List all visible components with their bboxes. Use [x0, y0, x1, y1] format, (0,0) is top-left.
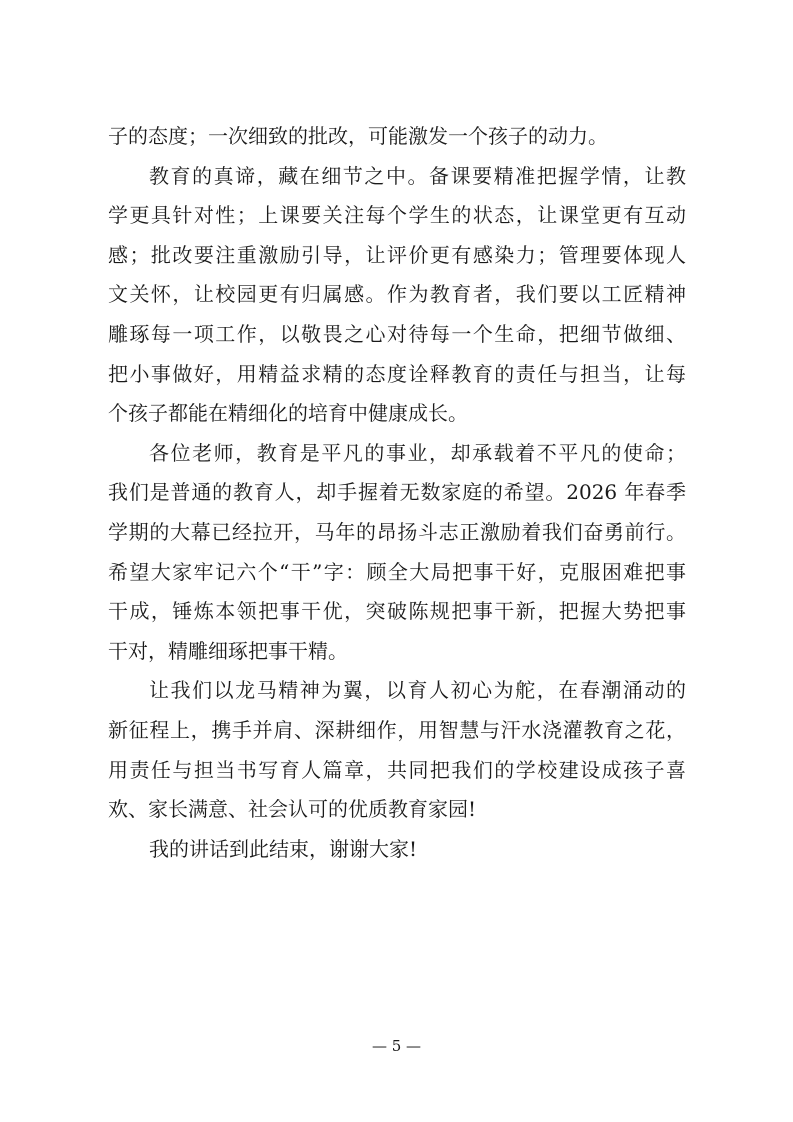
body-text — [108, 117, 686, 869]
text-line: 让我们以龙马精神为翼，以育人初心为舵，在春潮涌动的 — [149, 678, 686, 703]
text-line: 学更具针对性；上课要关注每个学生的状态，让课堂更有互动 — [108, 203, 686, 228]
text-line: 我的讲话到此结束，谢谢大家! — [149, 836, 418, 861]
text-line: 文关怀，让校园更有归属感。作为教育者，我们要以工匠精神 — [108, 282, 686, 307]
text-line: 个孩子都能在精细化的培育中健康成长。 — [108, 401, 468, 426]
text-line: 我们是普通的教育人，却手握着无数家庭的希望。2026 年春季 — [108, 480, 686, 505]
text-line: 干成，锤炼本领把事干优，突破陈规把事干新，把握大势把事 — [108, 599, 686, 624]
text-line: 新征程上，携手并肩、深耕细作，用智慧与汗水浇灌教育之花， — [108, 717, 686, 742]
text-line: 感；批改要注重激励引导，让评价更有感染力；管理要体现人 — [108, 242, 686, 267]
text-line: 把小事做好，用精益求精的态度诠释教育的责任与担当，让每 — [108, 361, 686, 386]
text-line: 欢、家长满意、社会认可的优质教育家园! — [108, 797, 477, 822]
text-line: 希望大家牢记六个“干”字：顾全大局把事干好，克服困难把事 — [108, 559, 686, 584]
text-line: 干对，精雕细琢把事干精。 — [108, 638, 348, 663]
text-line: 用责任与担当书写育人篇章，共同把我们的学校建设成孩子喜 — [108, 757, 686, 782]
text-line: 各位老师，教育是平凡的事业，却承载着不平凡的使命； — [149, 440, 686, 465]
text-line: 子的态度；一次细致的批改，可能激发一个孩子的动力。 — [108, 124, 608, 148]
text-line: 学期的大幕已经拉开，马年的昂扬斗志正激励着我们奋勇前行。 — [108, 519, 686, 544]
page-number: — 5 — — [371, 1037, 422, 1055]
text-line: 教育的真谛，藏在细节之中。备课要精准把握学情，让教 — [149, 163, 686, 188]
text-line: 雕琢每一项工作，以敬畏之心对待每一个生命，把细节做细、 — [108, 321, 686, 346]
